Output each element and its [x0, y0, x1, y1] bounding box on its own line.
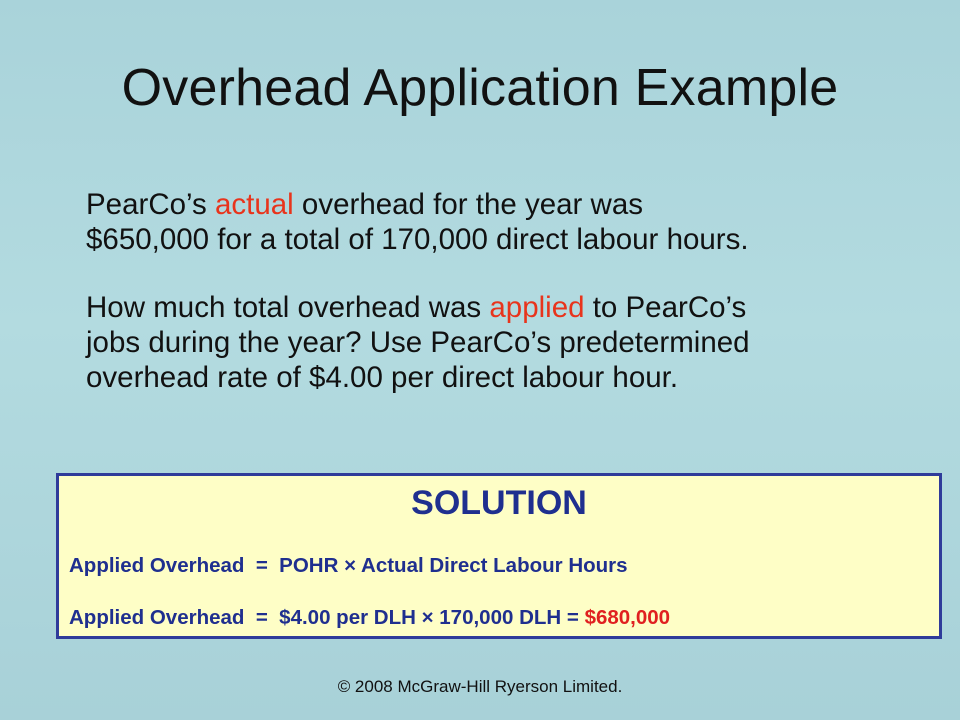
actual-highlight: actual: [215, 188, 294, 221]
solution-box: [56, 473, 942, 639]
actual-overhead-paragraph: [86, 187, 946, 257]
para1-text-end: overhead for the year was: [293, 188, 644, 221]
para2-line3: overhead rate of $4.00 per direct labour hour.: [86, 361, 679, 394]
para2-text-start: How much total overhead was: [86, 291, 490, 324]
para1-line2: $650,000 for a total of 170,000 direct labour hours.: [86, 223, 749, 256]
solution-title: SOLUTION: [411, 484, 587, 522]
slide-title: Overhead Application Example: [121, 59, 839, 117]
formula-equation: [69, 554, 628, 578]
applied-overhead-result: $680,000: [584, 606, 671, 629]
copyright-footer: © 2008 McGraw-Hill Ryerson Limited.: [337, 677, 623, 696]
para1-text-start: PearCo’s: [86, 188, 215, 221]
question-paragraph: [86, 290, 946, 395]
calculation-text: Applied Overhead = $4.00 per DLH × 170,000 DLH =: [69, 606, 585, 629]
para2-line2: jobs during the year? Use PearCo’s predetermined: [86, 326, 750, 359]
para2-text-end: to PearCo’s: [584, 291, 747, 324]
calculation-equation: [69, 606, 670, 630]
formula-text: Applied Overhead = POHR × Actual Direct Labour Hours: [69, 554, 628, 577]
applied-highlight: applied: [489, 291, 585, 324]
